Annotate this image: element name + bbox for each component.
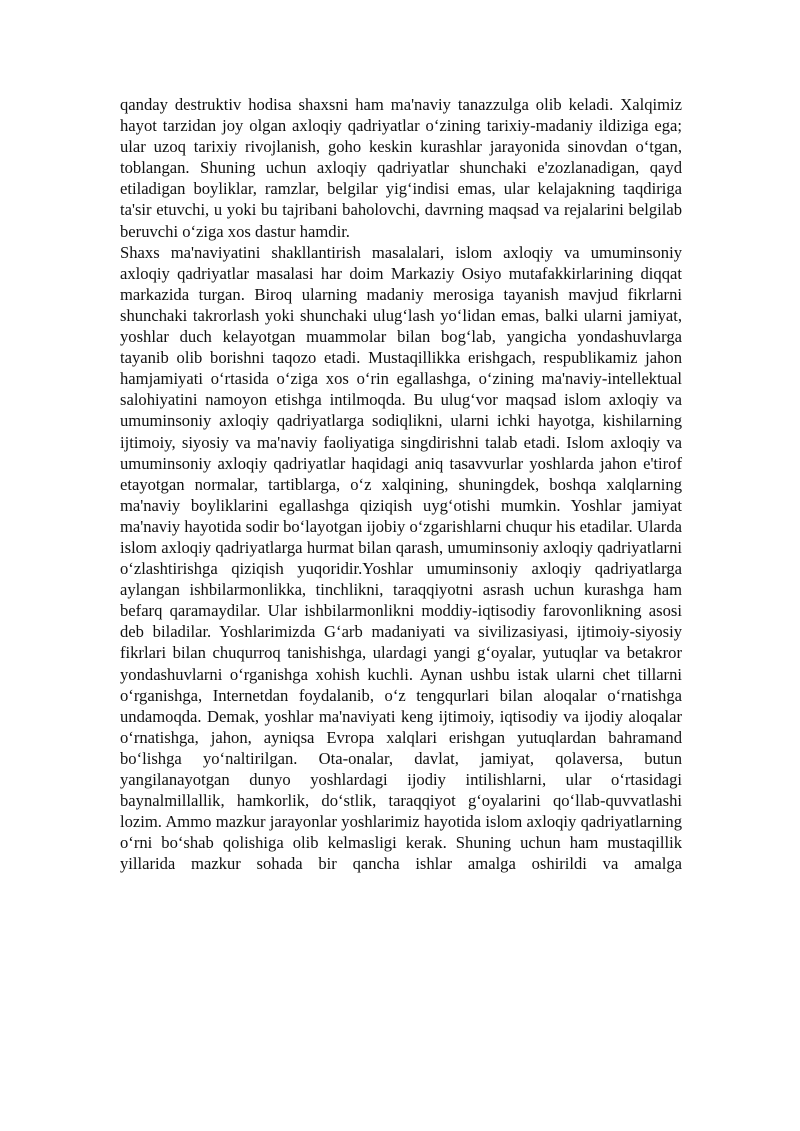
- paragraph-2: Shaxs ma'naviyatini shakllantirish masalalari, islom axloqiy va umuminsoniy axloqiy qadriyatlar masalasi har doim Markaziy Osiyo mutafakkirlarining diqqat markazida turgan. Biroq ularning madaniy merosiga tayanish mavjud fikrlarni shunchaki takrorlash yoki shunchaki ulug‘lash yo‘lidan emas, balki ularni jamiyat, yoshlar duch kelayotgan muammolar bilan bog‘lab, yangicha yondashuvlarga tayanib olib borishni taqozo etadi. Mustaqillikka erishgach, respublikamiz jahon hamjamiyati o‘rtasida o‘ziga xos o‘rin egallashga, o‘zining ma'naviy-intellektual salohiyatini namoyon etishga intilmoqda. Bu ulug‘vor maqsad islom axloqiy va umuminsoniy axloqiy qadriyatlarga sodiqlikni, ularni ichki hayotga, kishilarning ijtimoiy, siyosiy va ma'naviy faoliyatiga singdirishni talab etadi. Islom axloqiy va umuminsoniy axloqiy qadriyatlar haqidagi aniq tasavvurlar yoshlarda jahon e'tirof etayotgan normalar, tartiblarga, o‘z xalqining, shuningdek, boshqa xalqlarning ma'naviy boyliklarini egallashga qiziqish uyg‘otishi mumkin. Yoshlar jamiyat ma'naviy hayotida sodir bo‘layotgan ijobiy o‘zgarishlarni chuqur his etadilar. Ularda islom axloqiy qadriyatlarga hurmat bilan qarash, umuminsoniy axloqiy qadriyatlarni o‘zlashtirishga qiziqish yuqoridir.Yoshlar umuminsoniy axloqiy qadriyatlarga aylangan ishbilarmonlikka, tinchlikni, taraqqiyotni asrash uchun kurashga ham befarq qaramaydilar. Ular ishbilarmonlikni moddiy-iqtisodiy farovonlikning asosi deb biladilar. Yoshlarimizda G‘arb madaniyati va sivilizasiyasi, ijtimoiy-siyosiy fikrlari bilan chuqurroq tanishishga, ulardagi yangi g‘oyalar, yutuqlar va betakror yondashuvlarni o‘rganishga xohish kuchli. Aynan ushbu istak ularni chet tillarni o‘rganishga, Internetdan foydalanib, o‘z tengqurlari bilan aloqalar o‘rnatishga undamoqda. Demak, yoshlar ma'naviyati keng ijtimoiy, iqtisodiy va ijodiy aloqalar o‘rnatishga, jahon, ayniqsa Evropa xalqlari erishgan yutuqlardan bahramand bo‘lishga yo‘naltirilgan. Ota-onalar, davlat, jamiyat, qolaversa, butun yangilanayotgan dunyo yoshlardagi ijodiy intilishlarni, ular o‘rtasidagi baynalmillallik, hamkorlik, do‘stlik, taraqqiyot g‘oyalarini qo‘llab-quvvatlashi lozim. Ammo mazkur jarayonlar yoshlarimiz hayotida islom axloqiy qadriyatlarning o‘rni bo‘shab qolishiga olib kelmasligi kerak. Shuning uchun ham mustaqillik yillarida mazkur sohada bir qancha ishlar amalga oshirildi va amalga: [120, 242, 682, 874]
- document-page: [120, 94, 682, 874]
- paragraph-1: qanday destruktiv hodisa shaxsni ham ma'naviy tanazzulga olib keladi. Xalqimiz hayot tarzidan joy olgan axloqiy qadriyatlar o‘zining tarixiy-madaniy ildiziga ega; ular uzoq tarixiy rivojlanish, goho keskin kurashlar jarayonida sinovdan o‘tgan, toblangan. Shuning uchun axloqiy qadriyatlar shunchaki e'zozlanadigan, qayd etiladigan boyliklar, ramzlar, belgilar yig‘indisi emas, ular kelajakning taqdiriga ta'sir etuvchi, u yoki bu tajribani baholovchi, davrning maqsad va rejalarini belgilab beruvchi o‘ziga xos dastur hamdir.: [120, 95, 682, 241]
